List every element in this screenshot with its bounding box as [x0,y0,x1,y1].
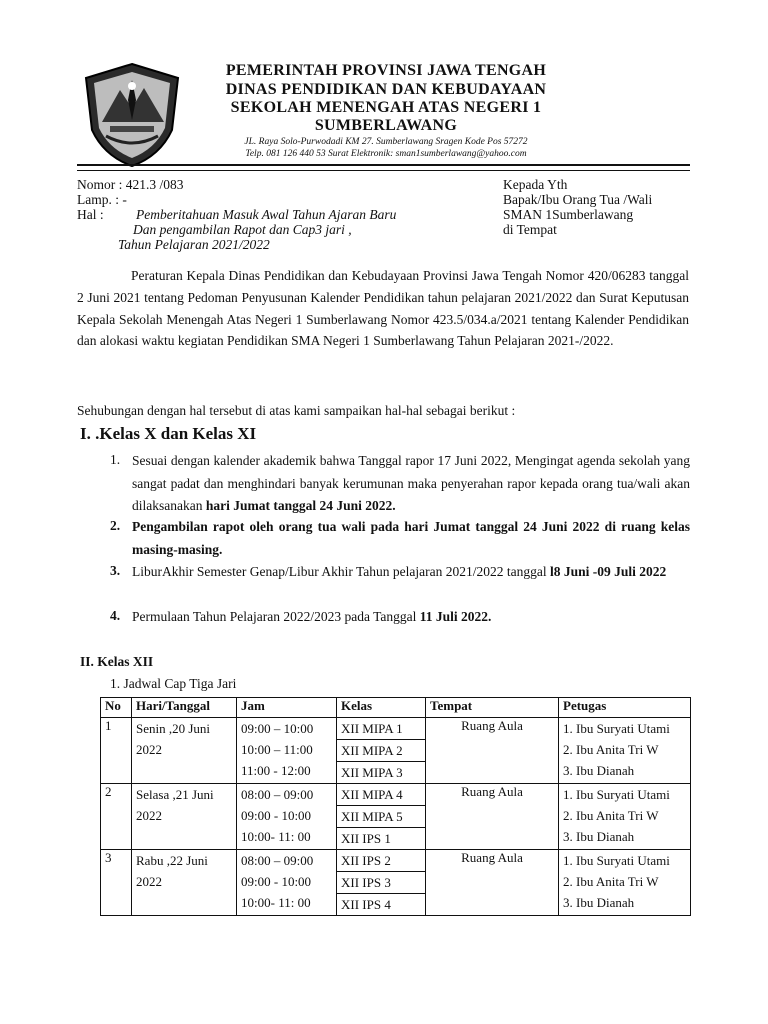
cell-hari [132,850,237,916]
item-4-text [132,606,690,629]
recipient-line-2: Bapak/Ibu Orang Tua /Wali [503,192,653,207]
petugas-item: 1. Ibu Suryati Utami [563,787,670,802]
letterhead-line-2: DINAS PENDIDIKAN DAN KEBUDAYAAN [225,81,547,98]
item-3-body: LiburAkhir Semester Genap/Libur Akhir Tahun pelajaran 2021/2022 tanggal [132,564,550,579]
cell-tempat: Ruang Aula [426,850,559,916]
hari-year: 2022 [136,808,162,823]
cell-petugas [559,784,691,850]
cell-tempat: Ruang Aula [426,784,559,850]
section-2-subtitle: 1. Jadwal Cap Tiga Jari [110,676,237,691]
letterhead-rule-thin [77,170,690,171]
item-2-bold: Pengambilan rapot oleh orang tua wali pada hari Jumat tanggal 24 Juni 2022 di ruang kelas masing-masing. [132,519,690,557]
sehubungan-paragraph: Sehubungan dengan hal tersebut di atas kami sampaikan hal-hal sebagai berikut : [77,403,516,418]
jam-slot: 10:00- 11: 00 [241,895,311,910]
kelas-item: XII IPS 1 [341,831,391,846]
letterhead-line-1: PEMERINTAH PROVINSI JAWA TENGAH [225,62,547,79]
cell-no: 2 [101,784,132,850]
header-no: No [101,698,132,718]
cell-jam [237,850,337,916]
schedule-table [100,697,691,916]
hari-year: 2022 [136,874,162,889]
cell-tempat: Ruang Aula [426,718,559,784]
cell-kelas [337,718,426,784]
hari-text: Selasa ,21 Juni [136,787,214,802]
cell-no: 1 [101,718,132,784]
kelas-item: XII IPS 4 [341,897,391,912]
jam-slot: 09:00 - 10:00 [241,808,312,823]
hari-text: Rabu ,22 Juni [136,853,208,868]
item-4-bold: 11 Juli 2022. [419,609,492,624]
header-jam: Jam [237,698,337,718]
petugas-item: 3. Ibu Dianah [563,895,635,910]
header-hari: Hari/Tanggal [132,698,237,718]
jam-slot: 08:00 – 09:00 [241,787,314,802]
section-2-title: II. Kelas XII [80,654,154,669]
item-1-number: 1. [110,452,121,467]
item-4-body: Permulaan Tahun Pelajaran 2022/2023 pada Tanggal [132,609,420,624]
kelas-item: XII MIPA 4 [341,787,403,802]
header-petugas: Petugas [559,698,691,718]
letter-attachment: Lamp. : - [77,192,127,207]
kelas-item: XII MIPA 3 [341,765,403,780]
jam-slot: 08:00 – 09:00 [241,853,314,868]
jam-slot: 11:00 - 12:00 [241,763,311,778]
table-header-row [101,698,691,718]
cell-petugas [559,718,691,784]
header-kelas: Kelas [337,698,426,718]
item-3-bold: l8 Juni -09 Juli 2022 [549,564,667,579]
recipient-line-1: Kepada Yth [503,177,568,192]
hari-year: 2022 [136,742,162,757]
jam-slot: 09:00 - 10:00 [241,874,312,889]
item-1-text [132,450,690,518]
item-1-bold: hari Jumat tanggal 24 Juni 2022. [205,498,396,513]
letter-subject-2: Dan pengambilan Rapot dan Cap3 jari , [133,222,352,237]
intro-paragraph: Peraturan Kepala Dinas Pendidikan dan Kebudayaan Provinsi Jawa Tengah Nomor 420/06283 tanggal 2 Juni 2021 tentang Pedoman Penyusunan Kalender Pendidikan tahun pelajaran 2021/2022 dan Surat Keputusan Kepala Sekolah Menengah Atas Negeri 1 Sumberlawang Nomor 423.5/034.a/2021 tentang Kalender Pendidikan dan alokasi waktu kegiatan Pendidikan SMA Negeri 1 Sumberlawang Tahun Pelajaran 2021-/2022. [77,268,689,349]
cell-no: 3 [101,850,132,916]
cell-hari [132,718,237,784]
letterhead-contact: Telp. 081 126 440 53 Surat Elektronik: sman1sumberlawang@yahoo.com [245,149,527,159]
letterhead-address: JL. Raya Solo-Purwodadi KM 27. Sumberlawang Sragen Kode Pos 57272 [244,137,528,147]
item-2-text [132,516,690,561]
letterhead-line-3: SEKOLAH MENENGAH ATAS NEGERI 1 [230,99,542,116]
petugas-item: 2. Ibu Anita Tri W [563,808,659,823]
jam-slot: 09:00 – 10:00 [241,721,314,736]
item-1-body: Sesuai dengan kalender akademik bahwa Tanggal rapor 17 Juni 2022, Mengingat agenda sekolah yang sangat padat dan menghindari banyak kerumunan maka penyerahan rapor kepada orang tua/wali akan dilaksanakan [132,453,690,513]
letterhead-line-4: SUMBERLAWANG [314,117,458,134]
petugas-item: 1. Ibu Suryati Utami [563,721,670,736]
hari-text: Senin ,20 Juni [136,721,211,736]
kelas-item: XII MIPA 1 [341,721,403,736]
cell-jam [237,718,337,784]
cell-jam [237,784,337,850]
cell-petugas [559,850,691,916]
table-row [101,850,691,916]
table-row [101,784,691,850]
petugas-item: 2. Ibu Anita Tri W [563,742,659,757]
kelas-item: XII IPS 2 [341,853,391,868]
table-row [101,718,691,784]
petugas-item: 3. Ibu Dianah [563,829,635,844]
item-3-text [132,561,690,584]
cell-kelas [337,850,426,916]
petugas-item: 3. Ibu Dianah [563,763,635,778]
recipient-line-3: SMAN 1Sumberlawang [503,207,634,222]
section-1-title: I. .Kelas X dan Kelas XI [80,424,257,443]
jam-slot: 10:00- 11: 00 [241,829,311,844]
letterhead-rule-thick [77,164,690,166]
cell-hari [132,784,237,850]
petugas-item: 2. Ibu Anita Tri W [563,874,659,889]
letter-subject-label: Hal : [77,207,104,222]
recipient-line-4: di Tempat [503,222,557,237]
cell-kelas [337,784,426,850]
header-tempat: Tempat [426,698,559,718]
regional-emblem-logo [80,60,185,170]
letter-subject-1: Pemberitahuan Masuk Awal Tahun Ajaran Baru [136,207,397,222]
jam-slot: 10:00 – 11:00 [241,742,313,757]
kelas-item: XII MIPA 2 [337,739,425,762]
item-4-number: 4. [110,608,121,623]
kelas-item: XII MIPA 5 [337,805,425,828]
letter-number: Nomor : 421.3 /083 [77,177,184,192]
kelas-item: XII IPS 3 [337,871,425,894]
letter-subject-3: Tahun Pelajaran 2021/2022 [118,237,270,252]
item-3-number: 3. [110,563,121,578]
item-2-number: 2. [110,518,121,533]
petugas-item: 1. Ibu Suryati Utami [563,853,670,868]
